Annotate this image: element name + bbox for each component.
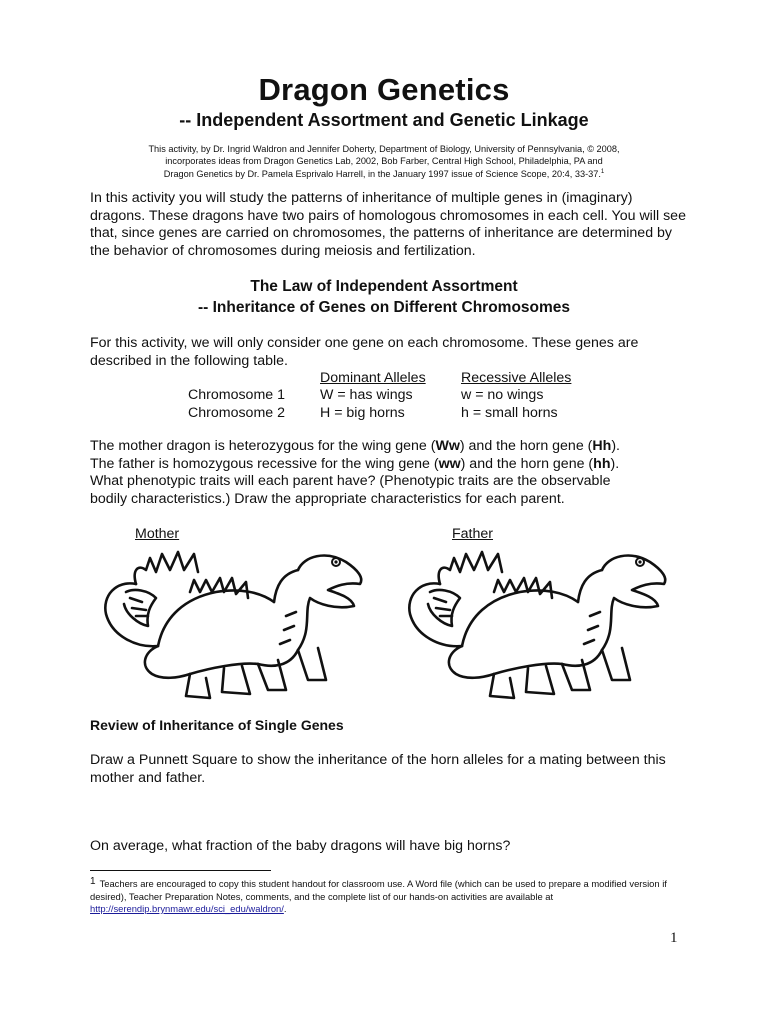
intro-paragraph: In this activity you will study the patterns of inheritance of multiple genes in (imaginary) dragons. These dragons have two pairs of homologous chromosomes in each cell. You will see that, since genes are carried on chromosomes, the patterns of inheritance are determined by the behavior of chromosomes during meiosis and fertilization. (90, 190, 686, 259)
table-col-chromosome (188, 387, 285, 422)
credits-line: Dragon Genetics by Dr. Pamela Esprivalo Harrell, in the January 1997 issue of Science Scope, 20:4, 33-37.$^1$ (163, 169, 605, 180)
table-cell: W = has wings (320, 387, 413, 403)
mother-dragon-illustration (90, 540, 370, 710)
table-col-dominant (320, 387, 413, 422)
big-horns-question: On average, what fraction of the baby dragons will have big horns? (90, 838, 511, 854)
table-header-recessive: Recessive Alleles (461, 370, 572, 386)
section-title: The Law of Independent Assortment (250, 278, 518, 295)
credits-line: This activity, by Dr. Ingrid Waldron and Jennifer Doherty, Department of Biology, University of Pennsylvania, © 2008, (148, 144, 620, 154)
footnote-divider (90, 870, 271, 871)
genotype-mother-horn: Hh (592, 438, 612, 454)
genotype-father-wing: ww (438, 455, 461, 472)
table-col-recessive (461, 387, 558, 422)
page-title: Dragon Genetics (258, 72, 510, 107)
mother-label: Mother (135, 526, 180, 542)
parents-paragraph: The mother dragon is heterozygous for the wing gene (Ww) and the horn gene (Hh). The father is homozygous recessive for the wing gene (ww) and the horn gene (hh). What phenotypic traits will each parent have? (Phenotypic traits are the observable bodily characteristics.) Draw the appropriate characteristics for each parent. (90, 438, 620, 507)
genotype-father-horn: hh (593, 455, 611, 472)
father-dragon-illustration (394, 540, 674, 710)
table-cell: Chromosome 1 (188, 387, 285, 403)
table-header-dominant: Dominant Alleles (320, 370, 426, 386)
credits-block (0, 144, 768, 181)
table-cell: Chromosome 2 (188, 404, 285, 421)
table-cell: H = big horns (320, 404, 405, 421)
father-label: Father (452, 526, 494, 542)
review-heading: Review of Inheritance of Single Genes (90, 717, 344, 733)
table-intro: For this activity, we will only consider one gene on each chromosome. These genes are described in the following table. (90, 335, 639, 369)
page-subtitle: -- Independent Assortment and Genetic Linkage (179, 110, 589, 130)
footnote-link[interactable]: http://serendip.brynmawr.edu/sci_edu/waldron/ (90, 903, 284, 914)
page-number: 1 (670, 930, 678, 946)
footnote-mark: 1 (90, 876, 96, 887)
footnote: $^1$ Teachers are encouraged to copy this student handout for classroom use. A Word file (which can be used to prepare a modified version if desired), Teacher Preparation Notes, comments, and the complete list of our hands-on activities are available at http://serendip.brynmawr.edu/sci_edu/waldron/. (90, 876, 667, 914)
table-cell: h = small horns (461, 404, 558, 421)
credits-line: incorporates ideas from Dragon Genetics Lab, 2002, Bob Farber, Central High School, Philadelphia, PA and (165, 155, 603, 166)
section-subtitle: -- Inheritance of Genes on Different Chromosomes (197, 299, 571, 316)
genotype-mother-wing: Ww (435, 438, 460, 454)
footnote-ref: 1 (600, 169, 605, 175)
punnett-instruction: Draw a Punnett Square to show the inheritance of the horn alleles for a mating between this mother and father. (90, 752, 666, 786)
table-cell: w = no wings (461, 387, 544, 403)
